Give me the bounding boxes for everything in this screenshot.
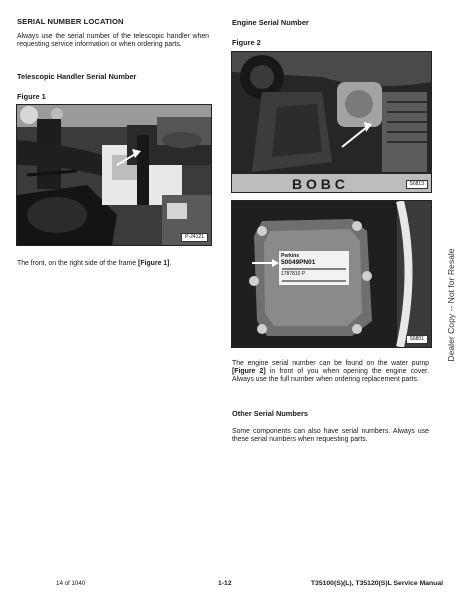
engine-serial-paragraph — [232, 360, 429, 385]
figure-2-bottom-photo — [231, 200, 432, 348]
figure-2-top-photo — [231, 51, 432, 193]
intro-paragraph: Always use the serial number of the telescopic handler when requesting service information or when ordering parts. — [17, 33, 209, 49]
bobcat-hood-lettering: B O B C — [292, 176, 345, 192]
telescopic-serial-heading: Telescopic Handler Serial Number — [17, 72, 137, 81]
plate-serial-1: 50049PN01 — [281, 259, 316, 266]
section-title: SERIAL NUMBER LOCATION — [17, 17, 124, 26]
engine-serial-heading: Engine Serial Number — [232, 18, 309, 27]
engine-compartment-photo — [232, 52, 431, 192]
other-serial-paragraph: Some components can also have serial numbers. Always use these serial numbers when requesting parts. — [232, 428, 429, 444]
figure-2-label: Figure 2 — [232, 38, 261, 47]
caption-text: The front, on the right side of the frame — [17, 260, 139, 267]
para1-end: in front of you when opening the engine cover. Always use the full number when ordering replacement parts. — [232, 368, 429, 384]
caption-figure-ref: [Figure 1] — [138, 260, 170, 267]
footer-page-number: 1-12 — [218, 580, 232, 587]
figure-1-photo — [16, 104, 212, 246]
water-pump-photo — [232, 201, 431, 347]
other-serial-heading: Other Serial Numbers — [232, 409, 308, 418]
frame-serial-plate-photo — [17, 105, 211, 245]
pump-plate-text — [281, 253, 315, 277]
figure-1-caption — [17, 260, 212, 268]
figure-1-label: Figure 1 — [17, 92, 46, 101]
figure-2-top-tag: S6813 — [406, 180, 428, 189]
plate-serial-2: 1787810 P — [281, 271, 306, 277]
footer-page-count: 14 of 1040 — [56, 580, 86, 587]
figure-1-tag: P-24121 — [181, 233, 208, 242]
caption-end: . — [169, 260, 172, 267]
figure-2-bottom-tag: S6801 — [406, 335, 428, 344]
para1-start: The engine serial number can be found on the water pump — [232, 360, 429, 367]
para1-figure-ref: [Figure 2] — [232, 368, 266, 376]
plate-brand: Perkins — [281, 253, 300, 259]
footer-manual-title: T35100(S)(L), T35120(S)L Service Manual — [310, 580, 443, 587]
dealer-copy-watermark — [441, 245, 461, 365]
watermark-text: Dealer Copy -- Not for Resale — [446, 248, 456, 362]
